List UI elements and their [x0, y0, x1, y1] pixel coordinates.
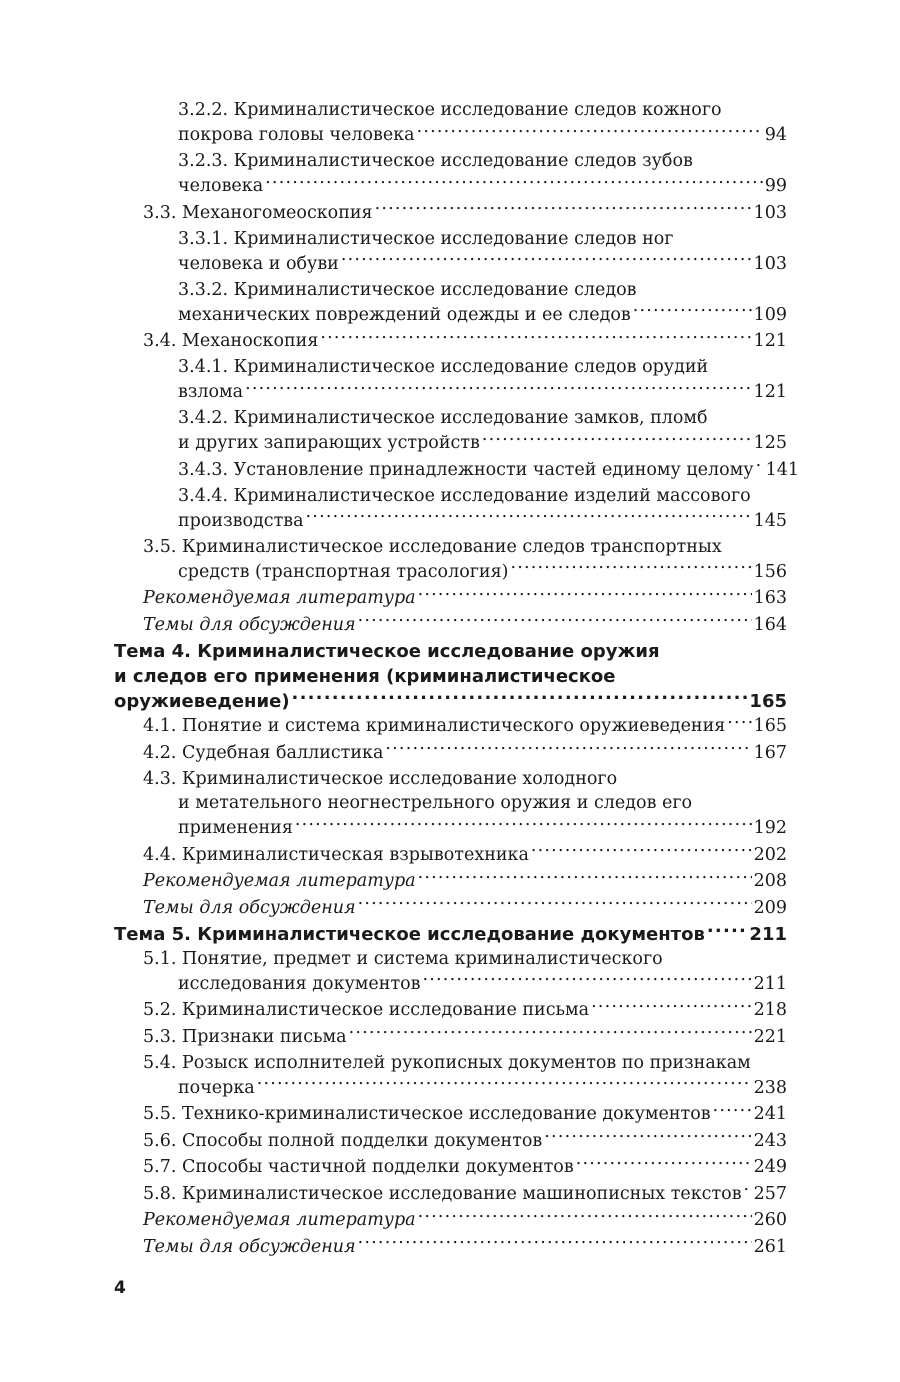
entry-page: 103	[753, 253, 787, 274]
dot-leader	[633, 302, 752, 320]
entry-page: 109	[753, 304, 787, 325]
entry-page: 165	[753, 716, 787, 736]
dot-leader	[358, 1234, 752, 1252]
toc-topic-4	[114, 639, 787, 714]
dot-leader	[591, 998, 752, 1016]
topic-page: 165	[749, 690, 787, 712]
toc-entry-3-2-2	[114, 98, 787, 148]
topic-title: Тема 5. Криминалистическое исследование документов	[114, 923, 705, 945]
entry-title: 5.7. Способы частичной подделки документов	[143, 1157, 574, 1177]
entry-page: 209	[753, 897, 787, 918]
entry-page: 241	[753, 1104, 787, 1124]
toc-entry-5-5	[114, 1102, 787, 1127]
entry-title: 4.4. Криминалистическая взрывотехника	[143, 844, 529, 865]
entry-title-cont: производства	[178, 510, 304, 531]
topic-title: Тема 4. Криминалистическое исследование оружия	[114, 640, 660, 662]
entry-title-cont: и метательного неогнестрельного оружия и следов его	[178, 793, 693, 813]
dot-leader	[576, 1155, 752, 1173]
entry-title-cont: применения	[178, 818, 293, 838]
toc-entry-3-4-1	[114, 355, 787, 405]
toc-entry-recommended-literature-4	[114, 869, 787, 894]
dot-leader	[544, 1128, 751, 1146]
entry-page: 99	[764, 176, 787, 196]
entry-page: 249	[753, 1157, 787, 1177]
dot-leader	[265, 174, 763, 192]
entry-title-cont: почерка	[178, 1077, 255, 1098]
entry-title: Рекомендуемая литература	[143, 1210, 416, 1230]
toc-entry-5-1	[114, 947, 787, 997]
entry-page: 243	[753, 1130, 787, 1151]
entry-title: 3.4.1. Криминалистическое исследование следов орудий	[178, 357, 709, 377]
toc-entry-4-4	[114, 842, 787, 867]
entry-page: 211	[753, 973, 787, 994]
entry-title: Темы для обсуждения	[143, 897, 356, 918]
entry-title: 3.4.4. Криминалистическое исследование изделий массового	[178, 485, 751, 506]
entry-title: 4.2. Судебная баллистика	[143, 742, 384, 763]
toc-entry-5-2	[114, 998, 787, 1023]
topic-title-cont: оружиеведение)	[114, 690, 290, 712]
entry-title: 5.4. Розыск исполнителей рукописных документов по признакам	[143, 1052, 751, 1073]
entry-title: Темы для обсуждения	[143, 614, 356, 635]
entry-title: Рекомендуемая литература	[143, 871, 416, 891]
topic-page: 211	[749, 923, 787, 945]
dot-leader	[245, 380, 751, 398]
entry-title: Рекомендуемая литература	[143, 588, 416, 608]
entry-page: 260	[753, 1210, 787, 1230]
toc-entry-5-4	[114, 1051, 787, 1101]
entry-title: 3.4.2. Криминалистическое исследование замков, пломб	[178, 408, 708, 428]
entry-title-cont: средств (транспортная трасология)	[178, 561, 509, 582]
dot-leader	[744, 1181, 752, 1199]
entry-title: 5.2. Криминалистическое исследование письма	[143, 1000, 590, 1020]
entry-title: 4.1. Понятие и система криминалистического оружиеведения	[143, 716, 726, 736]
entry-page: 221	[753, 1026, 787, 1047]
dot-leader	[375, 200, 752, 218]
entry-title: 5.8. Криминалистическое исследование машинописных текстов	[143, 1183, 742, 1204]
entry-title: 3.5. Криминалистическое исследование следов транспортных	[143, 536, 722, 557]
toc-entry-recommended-literature-3	[114, 586, 787, 611]
dot-leader	[295, 816, 752, 834]
dot-leader	[292, 689, 748, 707]
toc-entry-4-3	[114, 767, 787, 841]
toc-entry-4-2	[114, 740, 787, 765]
entry-title-cont: механических повреждений одежды и ее следов	[178, 304, 631, 325]
entry-page: 121	[753, 331, 787, 351]
entry-title-cont: человека	[178, 176, 264, 196]
toc-entry-5-3	[114, 1024, 787, 1049]
dot-leader	[306, 508, 752, 526]
entry-page: 125	[753, 433, 787, 453]
dot-leader	[417, 123, 763, 141]
dot-leader	[320, 329, 751, 347]
entry-title: 5.3. Признаки письма	[143, 1026, 347, 1047]
entry-page: 156	[753, 561, 787, 582]
entry-page: 208	[753, 871, 787, 891]
dot-leader	[756, 457, 764, 475]
toc-entry-discussion-topics-3	[114, 612, 787, 637]
entry-title-cont: исследования документов	[178, 973, 421, 994]
entry-title: 3.4.3. Установление принадлежности частей единому целому	[178, 459, 754, 480]
toc-entry-recommended-literature-5	[114, 1208, 787, 1233]
dot-leader	[727, 714, 751, 732]
entry-page: 218	[753, 1000, 787, 1020]
entry-title-cont: покрова головы человека	[178, 125, 415, 145]
toc-entry-5-8	[114, 1181, 787, 1206]
page-number: 4	[114, 1278, 126, 1298]
entry-page: 103	[753, 202, 787, 223]
dot-leader	[713, 1102, 752, 1120]
entry-title: 3.4. Механоскопия	[143, 331, 319, 351]
entry-title: Темы для обсуждения	[143, 1236, 356, 1257]
entry-page: 121	[753, 382, 787, 402]
entry-page: 94	[764, 125, 787, 145]
dot-leader	[423, 971, 752, 989]
entry-page: 141	[765, 459, 799, 480]
entry-page: 145	[753, 510, 787, 531]
dot-leader	[482, 431, 752, 449]
toc-entry-3-5	[114, 535, 787, 585]
entry-title: 3.3. Механогомеоскопия	[143, 202, 373, 223]
toc-topic-5	[114, 922, 787, 947]
toc-entry-discussion-topics-5	[114, 1234, 787, 1259]
dot-leader	[257, 1075, 752, 1093]
toc-entry-5-7	[114, 1155, 787, 1180]
toc-entry-3-4-3	[114, 457, 799, 482]
toc-entry-5-6	[114, 1128, 787, 1153]
entry-page: 192	[753, 818, 787, 838]
dot-leader	[707, 922, 748, 940]
toc-entry-3-3-1	[114, 227, 787, 277]
toc-entry-3-4	[114, 329, 787, 354]
entry-title-cont: взлома	[178, 382, 244, 402]
entry-title-cont: человека и обуви	[178, 253, 339, 274]
dot-leader	[418, 586, 752, 604]
entry-page: 261	[753, 1236, 787, 1257]
dot-leader	[349, 1024, 752, 1042]
toc-entry-4-1	[114, 714, 787, 739]
entry-page: 257	[753, 1183, 787, 1204]
toc-entry-3-2-3	[114, 149, 787, 199]
entry-title: 5.1. Понятие, предмет и система криминалистического	[143, 948, 663, 969]
dot-leader	[341, 251, 752, 269]
entry-page: 167	[753, 742, 787, 763]
entry-title: 3.3.2. Криминалистическое исследование следов	[178, 279, 637, 300]
topic-title-cont: и следов его применения (криминалистическое	[114, 665, 616, 687]
entry-page: 202	[753, 844, 787, 865]
toc-entry-3-4-4	[114, 484, 787, 534]
entry-title: 3.2.3. Криминалистическое исследование следов зубов	[178, 151, 693, 171]
dot-leader	[510, 559, 751, 577]
entry-title: 5.6. Способы полной подделки документов	[143, 1130, 543, 1151]
entry-page: 164	[753, 614, 787, 635]
entry-title-cont: и других запирающих устройств	[178, 433, 480, 453]
entry-title: 3.3.1. Криминалистическое исследование следов ног	[178, 228, 674, 249]
entry-title: 5.5. Технико-криминалистическое исследование документов	[143, 1104, 711, 1124]
toc-entry-3-4-2	[114, 406, 787, 456]
entry-title: 4.3. Криминалистическое исследование холодного	[143, 768, 618, 789]
table-of-contents	[114, 98, 799, 1259]
toc-entry-3-3-2	[114, 278, 787, 328]
entry-page: 163	[753, 588, 787, 608]
entry-page: 238	[753, 1077, 787, 1098]
dot-leader	[358, 612, 752, 630]
dot-leader	[385, 740, 751, 758]
dot-leader	[531, 842, 752, 860]
dot-leader	[418, 869, 752, 887]
entry-title: 3.2.2. Криминалистическое исследование следов кожного	[178, 100, 722, 120]
dot-leader	[418, 1208, 752, 1226]
toc-entry-3-3	[114, 200, 787, 225]
dot-leader	[358, 895, 752, 913]
toc-entry-discussion-topics-4	[114, 895, 787, 920]
